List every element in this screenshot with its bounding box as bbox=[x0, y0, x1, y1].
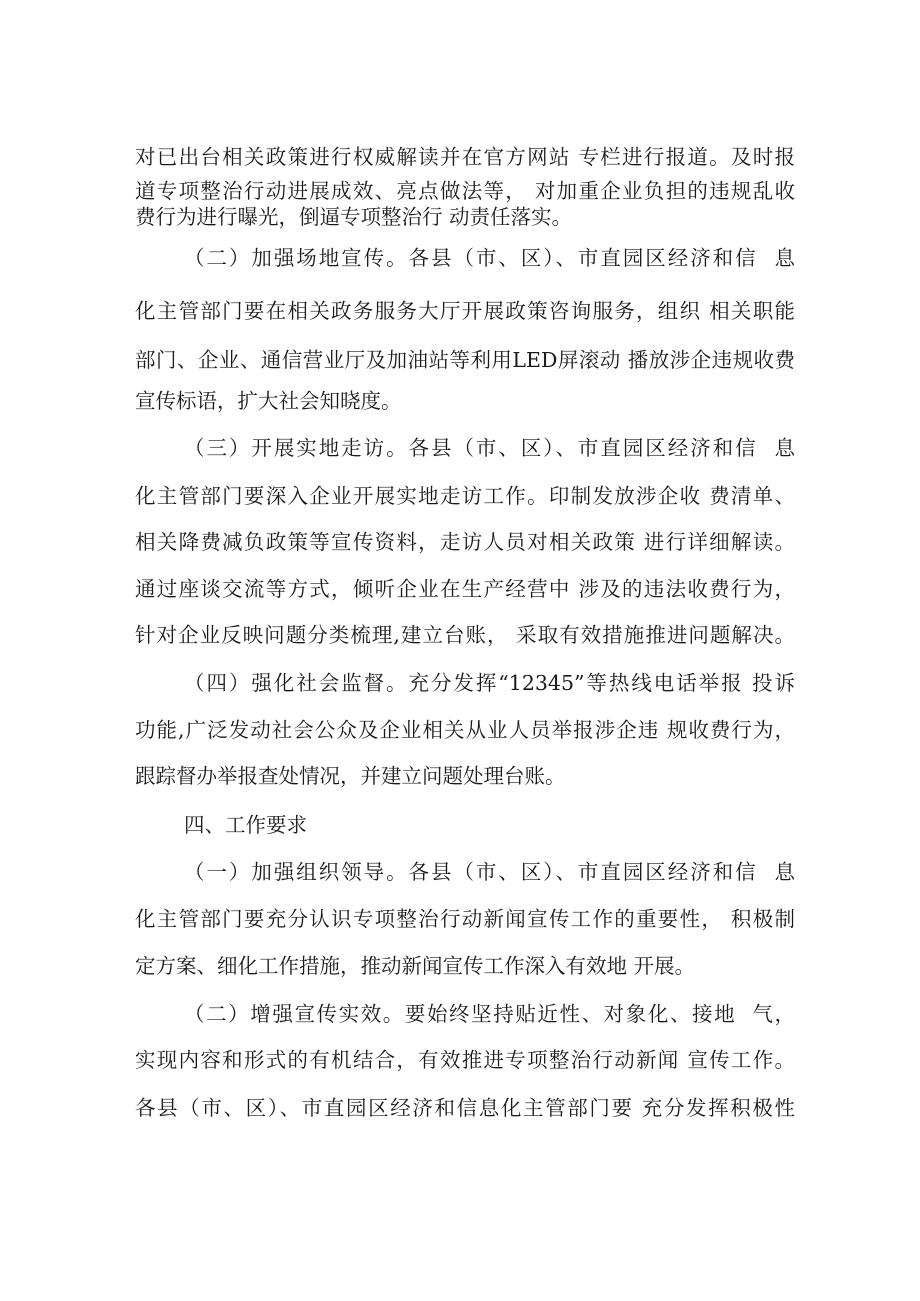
text-line: 化主管部门要在相关政务服务大厅开展政策咨询服务，组织 相关职能 bbox=[135, 299, 795, 323]
text-line: 相关降费减负政策等宣传资料，走访人员对相关政策 进行详细解读。 bbox=[135, 530, 795, 554]
text-line: 道专项整治行动进展成效、亮点做法等， 对加重企业负担的违规乱收 bbox=[135, 179, 795, 203]
text-line: 功能,广泛发动社会公众及企业相关从业人员举报涉企违 规收费行为， bbox=[135, 718, 795, 742]
text-line: 定方案、细化工作措施，推动新闻宣传工作深入有效地 开展。 bbox=[135, 954, 696, 978]
paragraph-heading: （四）强化社会监督。充分发挥“12345”等热线电话举报 投诉 bbox=[184, 671, 795, 695]
text-line: 化主管部门要深入企业开展实地走访工作。印制发放涉企收 费清单、 bbox=[135, 484, 795, 508]
text-line: 宣传标语，扩大社会知晓度。 bbox=[135, 389, 402, 413]
text-line: 通过座谈交流等方式，倾听企业在生产经营中 涉及的违法收费行为， bbox=[135, 577, 795, 601]
text-line: 跟踪督办举报查处情况，并建立问题处理台账。 bbox=[135, 764, 566, 788]
text-line: 部门、企业、通信营业厅及加油站等利用LED屏滚动 播放涉企违规收费 bbox=[135, 348, 795, 372]
text-line: 对已出台相关政策进行权威解读并在官方网站 专栏进行报道。及时报 bbox=[135, 145, 795, 169]
text-line: 费行为进行曝光，倒逼专项整治行 动责任落实。 bbox=[135, 205, 573, 229]
paragraph-heading: （二）增强宣传实效。要始终坚持贴近性、对象化、接地 气， bbox=[184, 1002, 795, 1026]
text-line: 各县（市、区）、市直园区经济和信息化主管部门要 充分发挥积极性 bbox=[135, 1096, 795, 1120]
paragraph-heading: （一）加强组织领导。各县（市、区）、市直园区经济和信 息 bbox=[184, 860, 795, 884]
section-heading: 四、工作要求 bbox=[184, 813, 307, 837]
text-line: 化主管部门要充分认识专项整治行动新闻宣传工作的重要性， 积极制 bbox=[135, 907, 795, 931]
paragraph-heading: （三）开展实地走访。各县（市、区）、市直园区经济和信 息 bbox=[184, 436, 795, 460]
text-line: 针对企业反映问题分类梳理,建立台账， 采取有效措施推进问题解决。 bbox=[135, 623, 795, 647]
text-line: 实现内容和形式的有机结合，有效推进专项整治行动新闻 宣传工作。 bbox=[135, 1048, 795, 1072]
paragraph-heading: （二）加强场地宣传。各县（市、区）、市直园区经济和信 息 bbox=[184, 246, 795, 270]
